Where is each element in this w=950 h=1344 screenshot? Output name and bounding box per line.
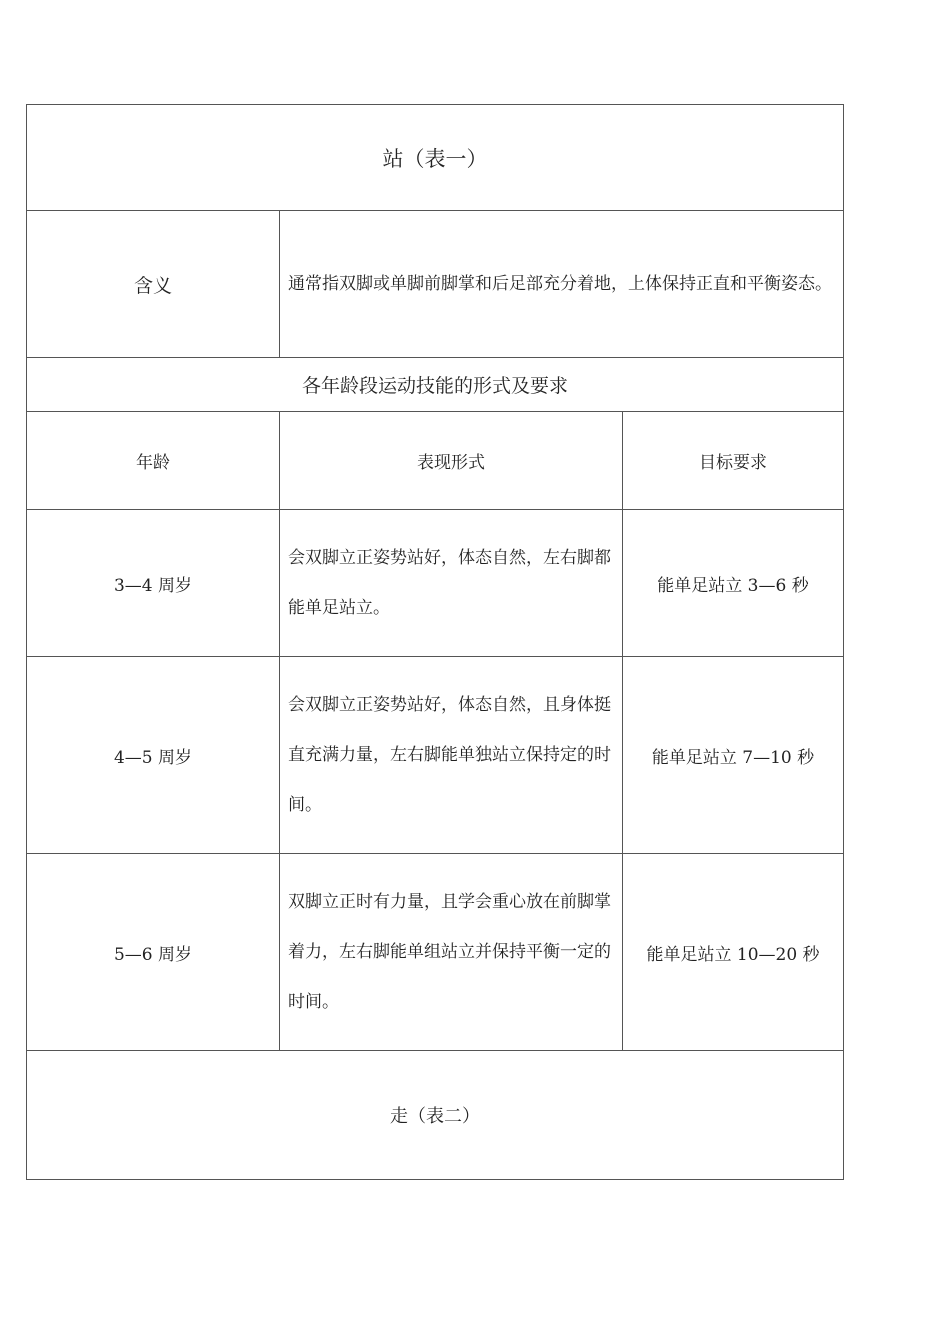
next-table-title: 走（表二） xyxy=(27,1051,844,1180)
form-cell: 会双脚立正姿势站好，体态自然，且身体挺直充满力量，左右脚能单独站立保持定的时间。 xyxy=(280,657,623,854)
definition-label: 含义 xyxy=(27,211,280,358)
section-title: 各年龄段运动技能的形式及要求 xyxy=(27,358,844,412)
goal-cell: 能单足站立 3—6 秒 xyxy=(623,510,844,657)
form-cell: 会双脚立正姿势站好，体态自然，左右脚都能单足站立。 xyxy=(280,510,623,657)
goal-cell: 能单足站立 10—20 秒 xyxy=(623,854,844,1051)
age-cell: 5—6 周岁 xyxy=(27,854,280,1051)
column-header-form: 表现形式 xyxy=(280,412,623,510)
definition-text: 通常指双脚或单脚前脚掌和后足部充分着地，上体保持正直和平衡姿态。 xyxy=(280,211,844,358)
column-header-goal: 目标要求 xyxy=(623,412,844,510)
goal-cell: 能单足站立 7—10 秒 xyxy=(623,657,844,854)
table-title: 站（表一） xyxy=(27,105,844,211)
standing-table xyxy=(26,104,844,1180)
column-header-age: 年龄 xyxy=(27,412,280,510)
table-row xyxy=(27,657,844,854)
form-cell: 双脚立正时有力量，且学会重心放在前脚掌着力，左右脚能单组站立并保持平衡一定的时间。 xyxy=(280,854,623,1051)
table-row xyxy=(27,854,844,1051)
age-cell: 3—4 周岁 xyxy=(27,510,280,657)
age-cell: 4—5 周岁 xyxy=(27,657,280,854)
table-row xyxy=(27,510,844,657)
